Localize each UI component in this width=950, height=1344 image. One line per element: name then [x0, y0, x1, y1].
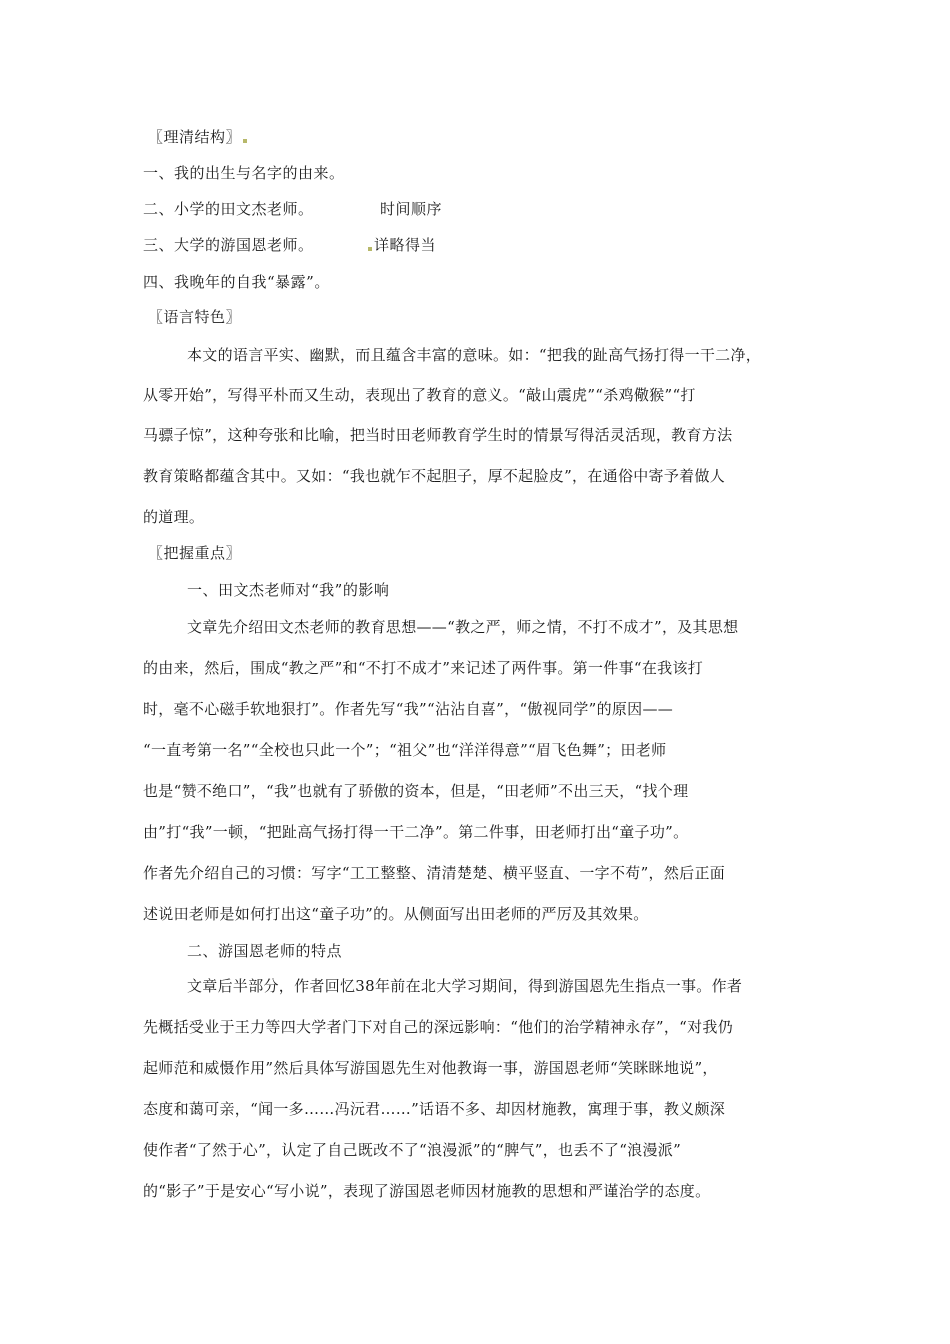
paragraph-text: 起师范和威慑作用”然后具体写游国恩先生对他教诲一事，游国恩老师“笑眯眯地说”，	[143, 1059, 718, 1077]
outline-item-4	[143, 271, 330, 293]
heading-text: 〖语言特色〗	[148, 308, 242, 326]
paragraph-line	[187, 975, 857, 997]
subheading-text: 一、田文杰老师对“我”的影响	[187, 581, 390, 599]
outline-note-time-order	[380, 198, 442, 220]
paragraph-line	[143, 862, 813, 884]
paragraph-text: 先概括受业于王力等四大学者门下对自己的深远影响：“他们的治学精神永存”，“对我仍	[143, 1018, 734, 1036]
subheading-text: 二、游国恩老师的特点	[187, 942, 343, 960]
paragraph-text: 教育策略都蕴含其中。又如：“我也就乍不起胆子，厚不起脸皮”，在通俗中寄予着做人	[143, 467, 726, 485]
paragraph-line	[143, 384, 813, 406]
paragraph-line	[143, 739, 813, 761]
paragraph-text: 述说田老师是如何打出这“童子功”的。从侧面写出田老师的严厉及其效果。	[143, 905, 649, 923]
paragraph-text: 本文的语言平实、幽默，而且蕴含丰富的意味。如：“把我的趾高气扬打得一干二净，	[187, 346, 762, 364]
paragraph-text: 使作者“了然于心”，认定了自己既改不了“浪漫派”的“脾气”，也丢不了“浪漫派”	[143, 1141, 682, 1159]
paragraph-line	[143, 657, 813, 679]
paragraph-text: 的道理。	[143, 508, 205, 526]
paragraph-line	[143, 903, 813, 925]
paragraph-line	[143, 1180, 813, 1202]
paragraph-text: 时，毫不心磁手软地狠打”。作者先写“我”“沾沾自喜”，“傲视同学”的原因——	[143, 700, 674, 718]
paragraph-line	[143, 698, 813, 720]
paragraph-line	[187, 344, 857, 366]
paragraph-line	[187, 616, 857, 638]
paragraph-line	[143, 1057, 813, 1079]
paragraph-text: 从零开始”，写得平朴而又生动，表现出了教育的意义。“敲山震虎”“杀鸡儆猴”“打	[143, 386, 696, 404]
paragraph-line	[143, 780, 813, 802]
outline-note-detail	[366, 234, 436, 256]
section-heading-language	[148, 306, 241, 328]
heading-text: 〖把握重点〗	[148, 544, 242, 562]
paragraph-text: 文章后半部分，作者回忆38年前在北大学习期间，得到游国恩先生指点一事。作者	[187, 977, 743, 995]
marker-dot	[243, 139, 247, 143]
outline-item-text: 四、我晚年的自我“暴露”。	[143, 273, 330, 291]
paragraph-line	[143, 465, 813, 487]
paragraph-line	[143, 1016, 813, 1038]
paragraph-line	[143, 424, 813, 446]
subheading-you-guoen	[187, 940, 342, 962]
outline-item-1	[143, 162, 345, 184]
outline-item-3	[143, 234, 314, 256]
heading-text: 〖理清结构〗	[148, 128, 242, 146]
paragraph-line	[143, 506, 813, 528]
paragraph-text: 作者先介绍自己的习惯：写字“工工整整、清清楚楚、横平竖直、一字不苟”，然后正面	[143, 864, 726, 882]
outline-note-text: 时间顺序	[380, 200, 443, 218]
outline-item-2	[143, 198, 314, 220]
outline-item-text: 三、大学的游国恩老师。	[143, 236, 314, 254]
paragraph-text: 由”打“我”一顿，“把趾高气扬打得一干二净”。第二件事，田老师打出“童子功”。	[143, 823, 689, 841]
paragraph-text: 态度和蔼可亲，“闻一多……冯沅君……”话语不多、却因材施教，寓理于事，教义颇深	[143, 1100, 726, 1118]
paragraph-text: 马骠子惊”，这种夸张和比喻，把当时田老师教育学生时的情景写得活灵活现，教育方法	[143, 426, 733, 444]
paragraph-line	[143, 1098, 813, 1120]
paragraph-line	[143, 821, 813, 843]
paragraph-text: “一直考第一名”“全校也只此一个”；“祖父”也“洋洋得意”“眉飞色舞”；田老师	[143, 741, 667, 759]
subheading-tian-wenjie	[187, 579, 389, 601]
paragraph-text: 的由来，然后，围成“教之严”和“不打不成才”来记述了两件事。第一件事“在我该打	[143, 659, 704, 677]
section-heading-structure	[148, 126, 249, 148]
outline-note-text: 详略得当	[374, 236, 437, 254]
section-heading-key-points	[148, 542, 241, 564]
outline-item-text: 一、我的出生与名字的由来。	[143, 164, 345, 182]
marker-dot	[368, 247, 372, 251]
paragraph-text: 也是“赞不绝口”，“我”也就有了骄傲的资本，但是，“田老师”不出三天，“找个理	[143, 782, 689, 800]
paragraph-text: 的“影子”于是安心“写小说”，表现了游国恩老师因材施教的思想和严谨治学的态度。	[143, 1182, 711, 1200]
outline-item-text: 二、小学的田文杰老师。	[143, 200, 314, 218]
paragraph-text: 文章先介绍田文杰老师的教育思想——“教之严，师之情，不打不成才”，及其思想	[187, 618, 739, 636]
paragraph-line	[143, 1139, 813, 1161]
